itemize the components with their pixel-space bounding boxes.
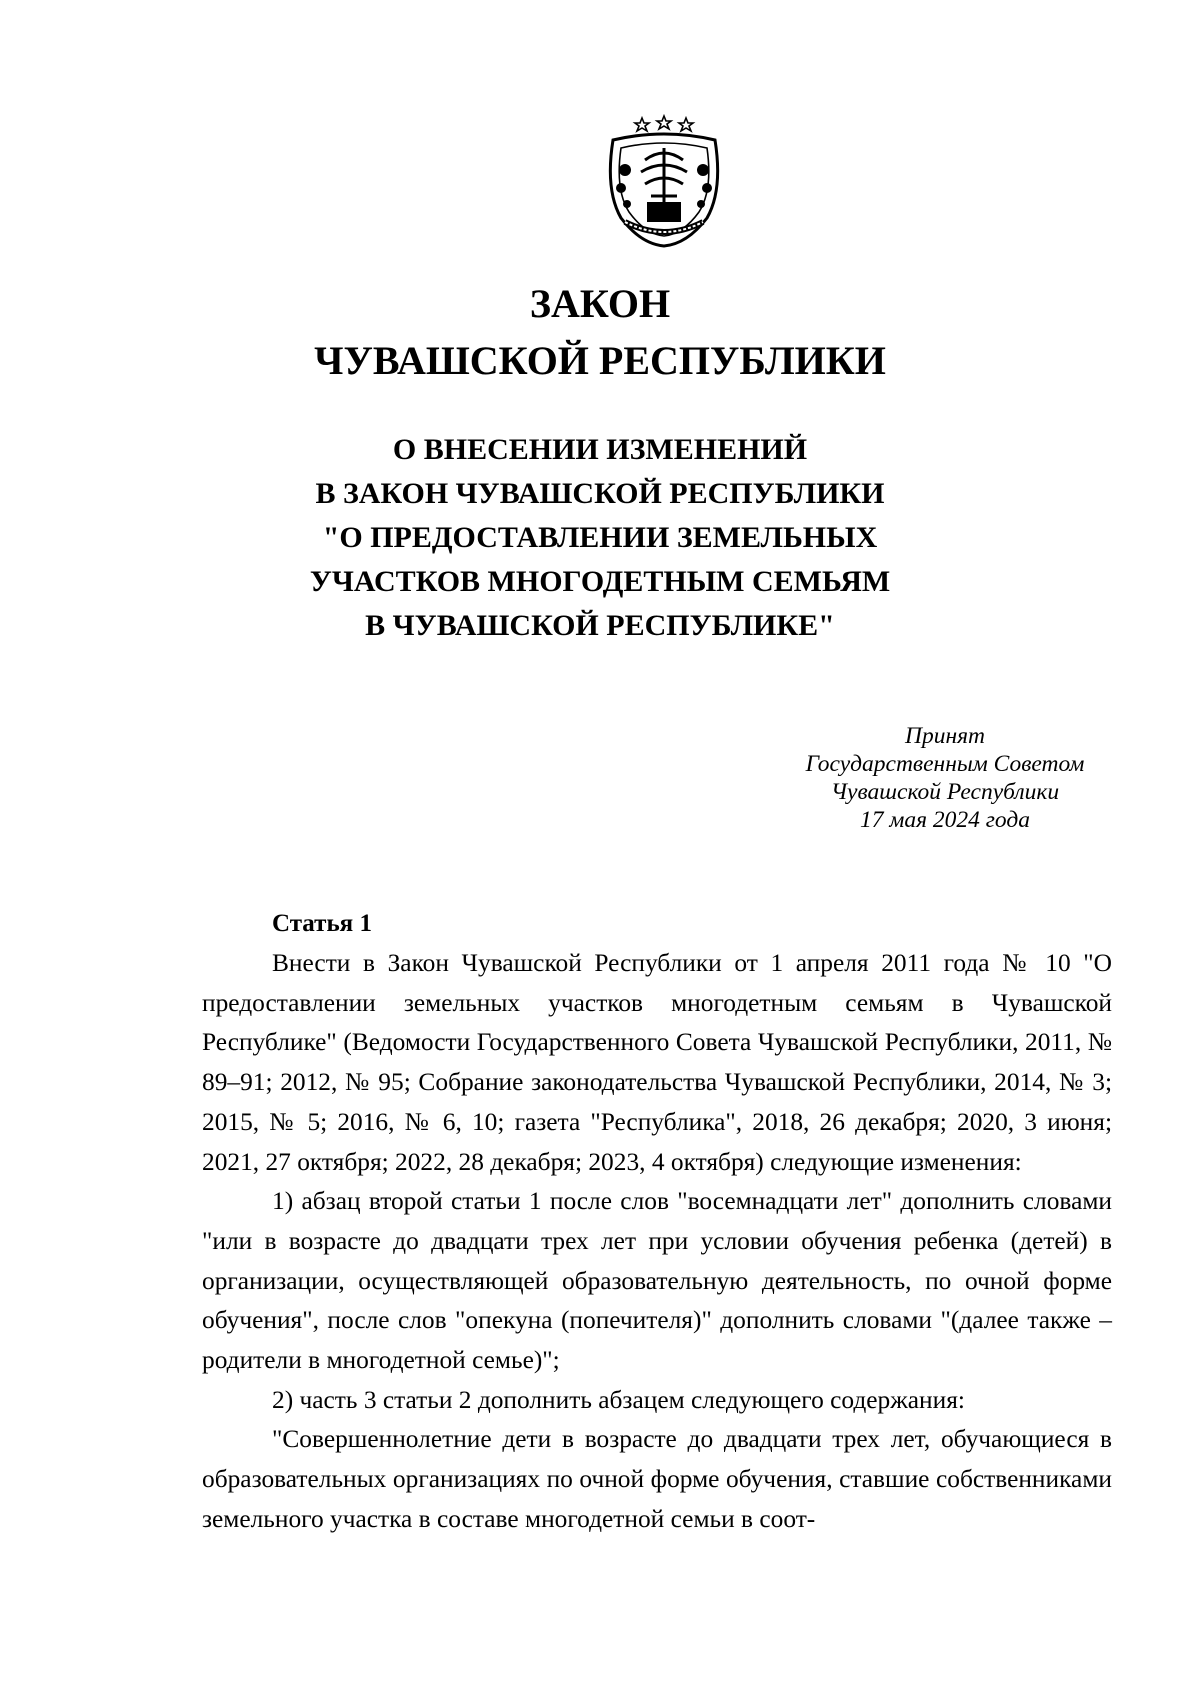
adoption-line: Чувашской Республики [830,779,1060,805]
adoption-line: Принят [904,723,986,749]
subject-line: О ВНЕСЕНИИ ИЗМЕНЕНИЙ [392,433,808,466]
law-republic-title: ЧУВАШСКОЙ РЕСПУБЛИКИ [314,338,886,383]
law-title: ЗАКОН [529,281,671,326]
subject-line: УЧАСТКОВ МНОГОДЕТНЫМ СЕМЬЯМ [309,565,891,598]
article-body [202,944,1112,1540]
subject-line: "О ПРЕДОСТАВЛЕНИИ ЗЕМЕЛЬНЫХ [322,521,878,554]
paragraph: "Совершеннолетние дети в возрасте до двадцати трех лет, обучающиеся в образовательных организациях по очной форме обучения, ставшие собственниками земельного участка в составе многодетной семьи в соот- [202,1425,1112,1533]
paragraph: 2) часть 3 статьи 2 дополнить абзацем следующего содержания: [272,1385,965,1414]
paragraph: Внести в Закон Чувашской Республики от 1 апреля 2011 года № 10 "О предоставлении земельных участков многодетным семьям в Чувашской Республике" (Ведомости Государственного Совета Чувашской Республики, 2011, № 89–91; 2012, № 95; Собрание законодательства Чувашской Республики, 2014, № 3; 2015, № 5; 2016, № 6, 10; газета "Республика", 2018, 26 декабря; 2020, 3 июня; 2021, 27 октября; 2022, 28 декабря; 2023, 4 октября) следующие изменения: [202,949,1112,1176]
subject-line: В ЧУВАШСКОЙ РЕСПУБЛИКЕ" [365,609,835,642]
article-heading: Статья 1 [272,910,372,937]
adoption-line: Государственным Советом [805,751,1085,777]
adoption-note [790,722,1100,834]
adoption-date: 17 мая 2024 года [859,807,1031,833]
law-subject [0,428,1200,648]
paragraph: 1) абзац второй статьи 1 после слов "восемнадцати лет" дополнить словами "или в возрасте до двадцати трех лет при условии обучения ребенка (детей) в организации, осуществляющей образовательную деятельность, по очной форме обучения", после слов "опекуна (попечителя)" дополнить словами "(далее также – родители в многодетной семье)"; [202,1187,1112,1375]
subject-line: В ЗАКОН ЧУВАШСКОЙ РЕСПУБЛИКИ [315,477,885,510]
coat-of-arms-emblem [595,110,733,250]
